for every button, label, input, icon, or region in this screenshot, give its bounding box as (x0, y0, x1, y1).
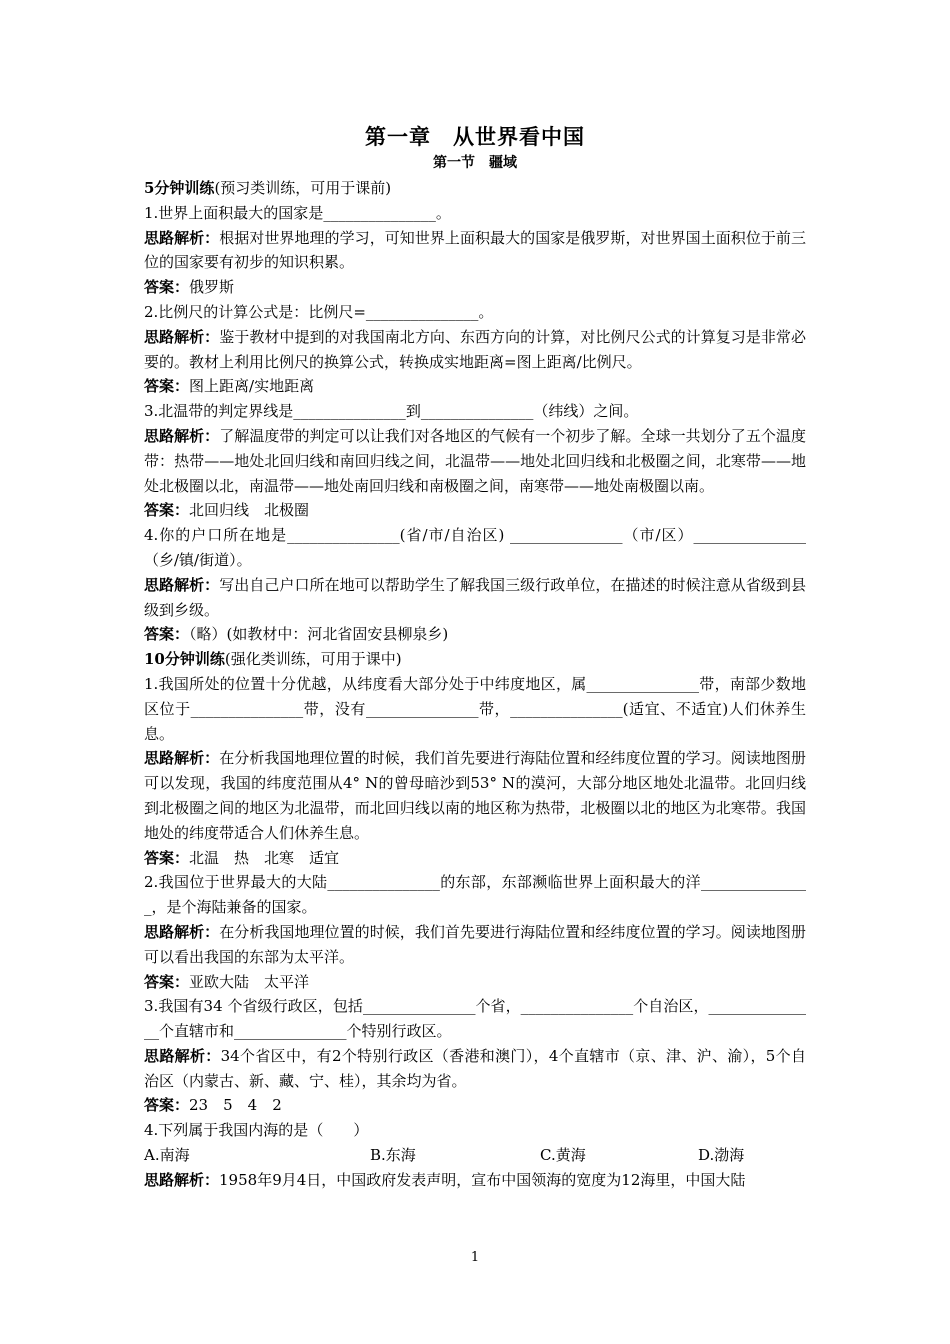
part1-heading-label: 5分钟训练 (144, 179, 215, 197)
answer (144, 498, 806, 523)
analysis-text: 鉴于教材中提到的对我国南北方向、东西方向的计算，对比例尺公式的计算复习是非常必要的。教材上利用比例尺的换算公式，转换成实地距离=图上距离/比例尺。 (144, 327, 806, 371)
answer-text: 北回归线 北极圈 (189, 501, 310, 520)
analysis-label: 思路解析： (144, 327, 220, 346)
page-content (144, 122, 806, 1193)
analysis-label: 思路解析： (144, 228, 220, 247)
analysis-label: 思路解析： (144, 426, 220, 445)
analysis (144, 1044, 806, 1094)
analysis (144, 226, 806, 276)
analysis-text: 了解温度带的判定可以让我们对各地区的气候有一个初步了解。全球一共划分了五个温度带：热带——地处北回归线和南回归线之间，北温带——地处北回归线和北极圈之间，北寒带——地处北极圈以北，南温带——地处南回归线和南极圈之间，南寒带——地处南极圈以南。 (144, 426, 806, 495)
analysis (144, 325, 806, 375)
answer-label: 答案： (144, 972, 190, 991)
part1-heading-note: (预习类训练，可用于课前) (214, 179, 392, 197)
option-c: C.黄海 (540, 1146, 586, 1165)
analysis-label: 思路解析： (144, 1170, 220, 1189)
question: 2.我国位于世界最大的大陆_______________的东部，东部濒临世界上面积最大的洋_______________，是个海陆兼备的国家。 (144, 873, 806, 917)
answer-text: 图上距离/实地距离 (189, 377, 315, 396)
analysis (144, 746, 806, 845)
answer (144, 374, 806, 399)
answer-text: 23 5 4 2 (189, 1096, 282, 1115)
answer (144, 275, 806, 300)
answer-options (144, 1143, 806, 1168)
chapter-title: 第一章 从世界看中国 (365, 124, 585, 149)
answer-label: 答案： (144, 1096, 190, 1115)
option-b: B.东海 (370, 1146, 416, 1165)
option-a: A.南海 (144, 1146, 190, 1165)
analysis-label: 思路解析： (144, 575, 220, 594)
question: 1.世界上面积最大的国家是_______________。 (144, 203, 451, 222)
answer-label: 答案： (144, 278, 190, 297)
part2-heading (144, 647, 806, 672)
answer-label: 答案： (144, 377, 190, 396)
answer-text: 北温 热 北寒 适宜 (189, 848, 340, 867)
question: 4.下列属于我国内海的是（ ） (144, 1121, 369, 1140)
question: 1.我国所处的位置十分优越，从纬度看大部分处于中纬度地区，属_______________带，南部少数地区位于_______________带，没有_______________带，_______________(适宜、不适宜)人们休养生息。 (144, 674, 806, 743)
question: 3.北温带的判定界线是_______________到_______________（纬线）之间。 (144, 402, 639, 421)
analysis-text: 在分析我国地理位置的时候，我们首先要进行海陆位置和经纬度位置的学习。阅读地图册可以发现，我国的纬度范围从4° N的曾母暗沙到53° N的漠河，大部分地区地处北温带。北回归线到北极圈之间的地区为北温带，而北回归线以南的地区称为热带，北极圈以北的地区为北寒带。我国地处的纬度带适合人们休养生息。 (144, 749, 806, 842)
analysis (144, 1168, 806, 1193)
analysis-text: 34个省区中，有2个特别行政区（香港和澳门），4个直辖市（京、津、沪、渝），5个自治区（内蒙古、新、藏、宁、桂），其余均为省。 (144, 1046, 806, 1090)
analysis-text: 1958年9月4日，中国政府发表声明，宣布中国领海的宽度为12海里，中国大陆 (219, 1170, 746, 1189)
part1-heading (144, 176, 806, 201)
analysis-label: 思路解析： (144, 749, 220, 768)
option-d: D.渤海 (698, 1146, 745, 1165)
analysis-text: 根据对世界地理的学习，可知世界上面积最大的国家是俄罗斯，对世界国土面积位于前三位的国家要有初步的知识积累。 (144, 228, 806, 272)
question: 3.我国有34 个省级行政区，包括_______________个省，_______________个自治区，_______________个直辖市和_______________个特别行政区。 (144, 997, 806, 1041)
question: 2.比例尺的计算公式是：比例尺=_______________。 (144, 302, 494, 321)
analysis-text: 写出自己户口所在地可以帮助学生了解我国三级行政单位，在描述的时候注意从省级到县级到乡级。 (144, 575, 806, 619)
analysis-label: 思路解析： (144, 922, 220, 941)
answer-text: （略）(如教材中：河北省固安县柳泉乡) (189, 625, 449, 644)
answer-text: 亚欧大陆 太平洋 (189, 972, 310, 991)
analysis (144, 920, 806, 970)
answer (144, 970, 806, 995)
answer (144, 846, 806, 871)
analysis-text: 在分析我国地理位置的时候，我们首先要进行海陆位置和经纬度位置的学习。阅读地图册可以看出我国的东部为太平洋。 (144, 922, 806, 966)
answer-label: 答案： (144, 501, 190, 520)
answer-label: 答案： (144, 848, 190, 867)
answer (144, 1093, 806, 1118)
page-number: 1 (470, 1250, 480, 1265)
analysis (144, 424, 806, 498)
part2-heading-note: (强化类训练，可用于课中) (224, 650, 402, 669)
part2-heading-label: 10分钟训练 (144, 650, 225, 669)
analysis (144, 573, 806, 623)
question: 4.你的户口所在地是_______________(省/市/自治区) _______________（市/区）_______________（乡/镇/街道）。 (144, 526, 806, 569)
analysis-label: 思路解析： (144, 1046, 221, 1065)
answer (144, 622, 806, 647)
answer-label: 答案： (144, 625, 190, 644)
answer-text: 俄罗斯 (189, 278, 235, 297)
section-title: 第一节 疆域 (433, 155, 517, 171)
